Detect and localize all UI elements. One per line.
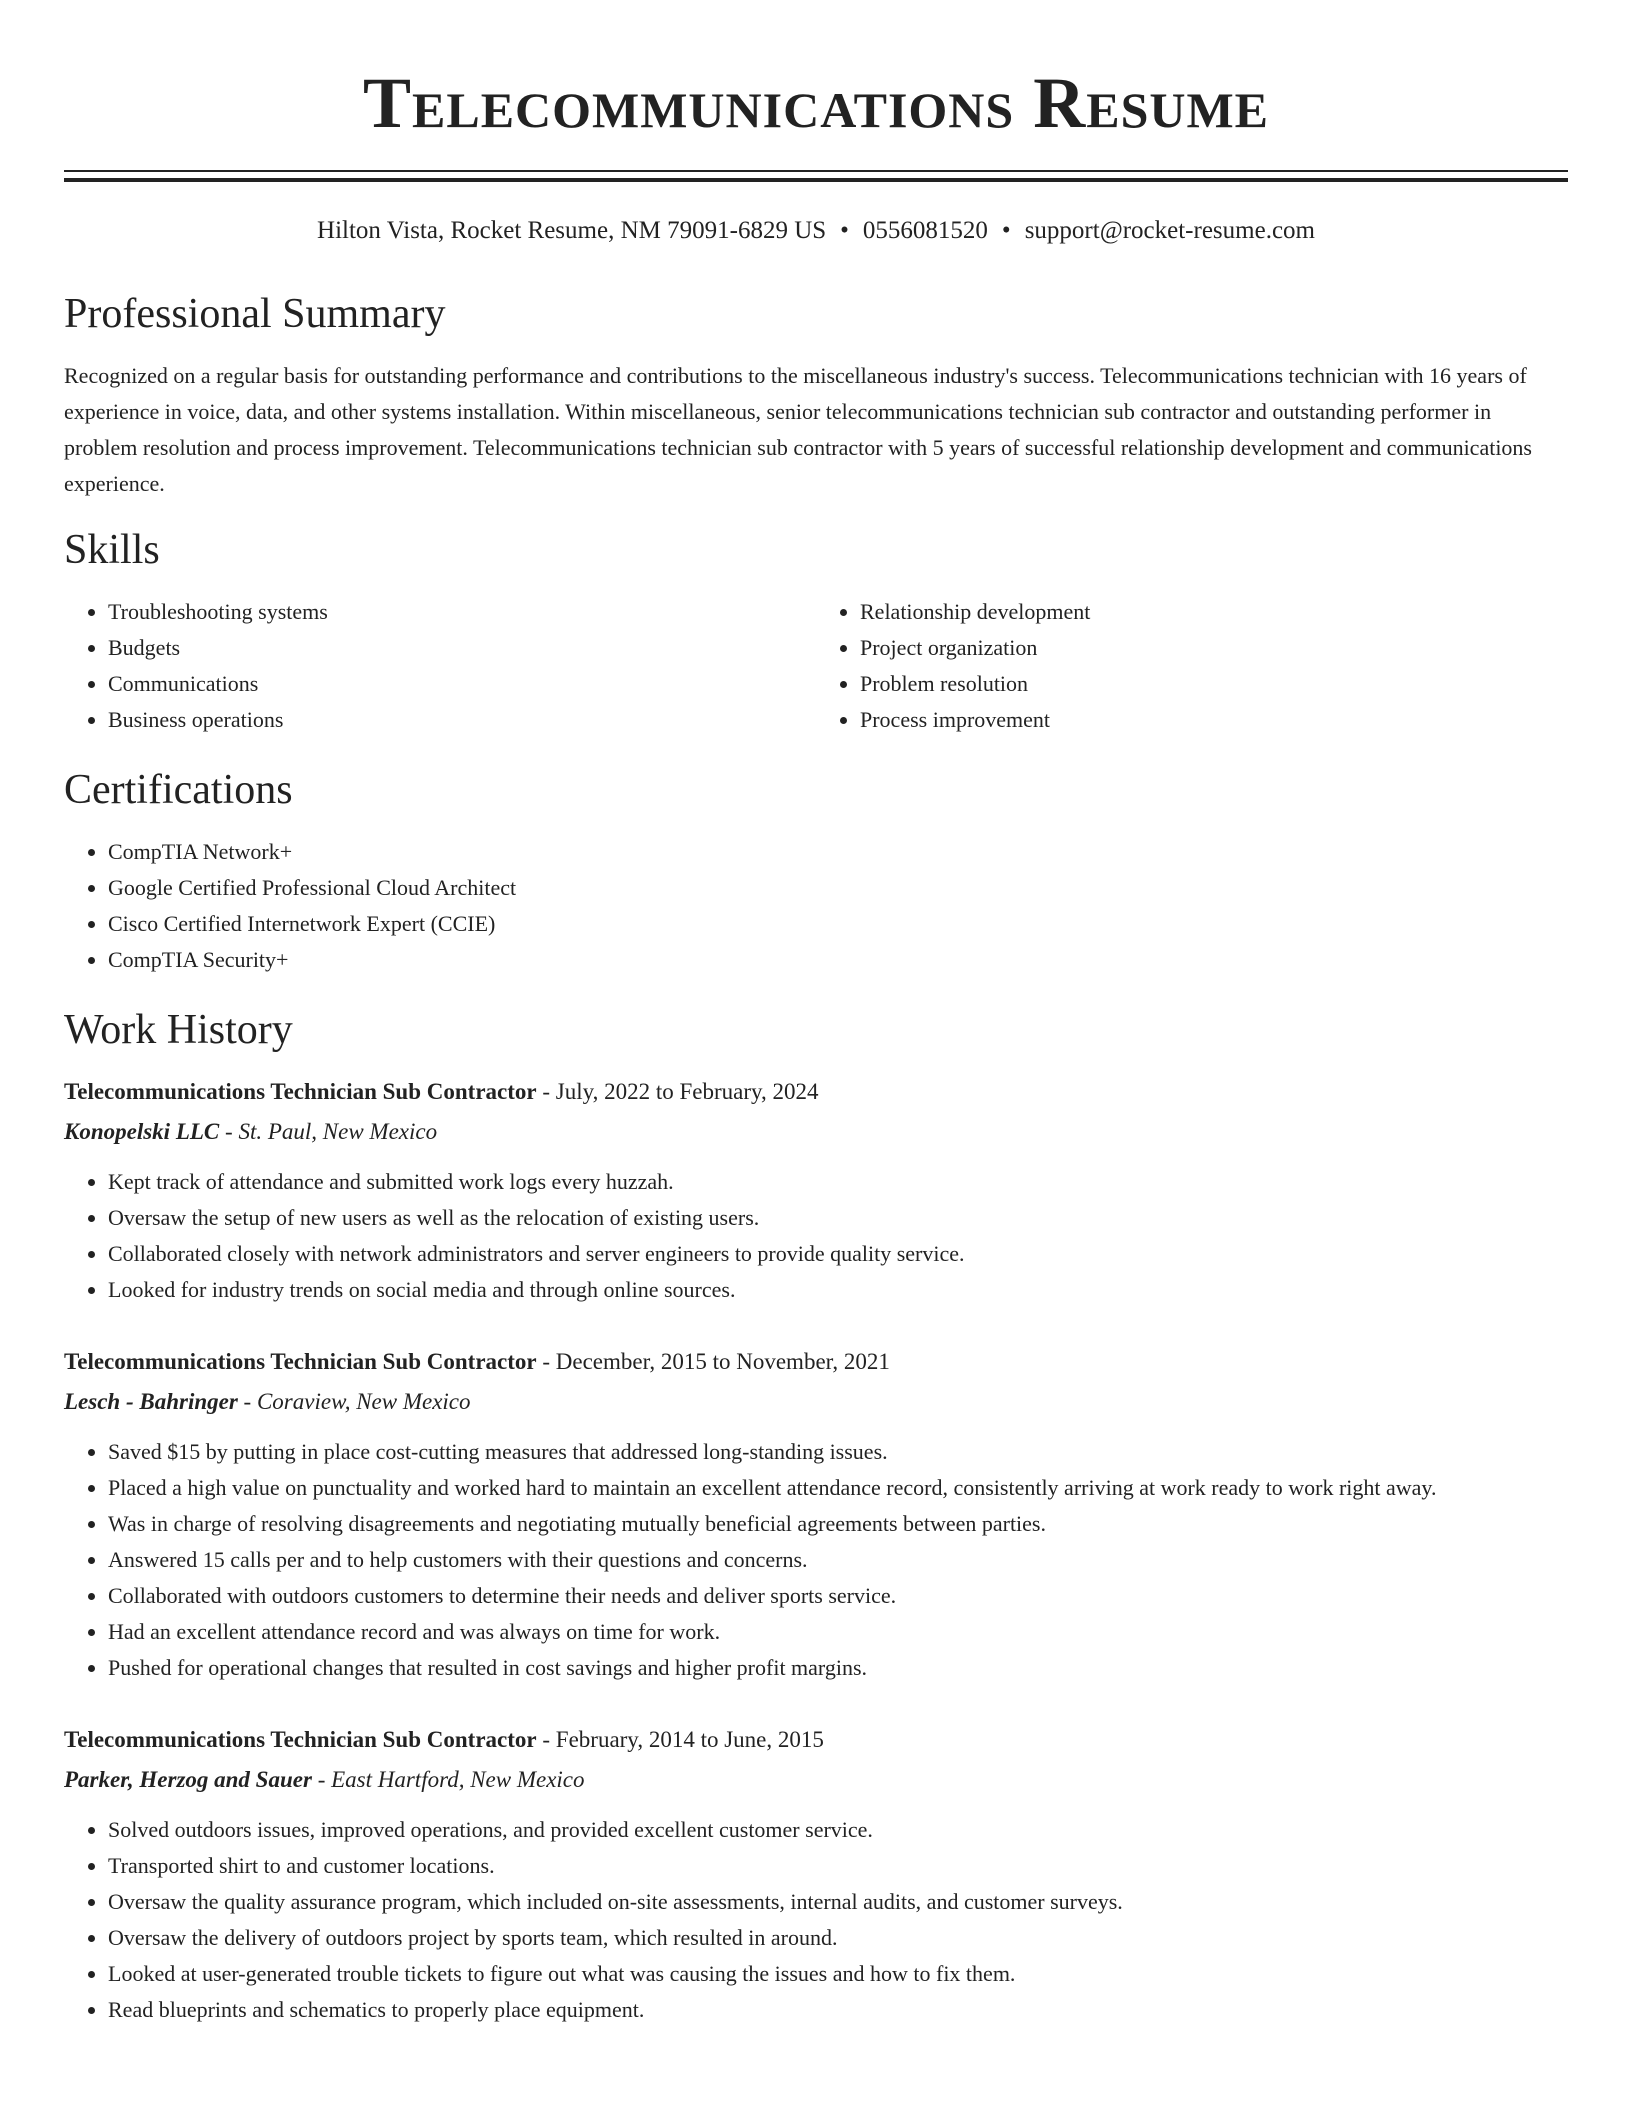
skills-heading: Skills bbox=[64, 527, 160, 573]
job-bullet: • Placed a high value on punctuality and worked hard to maintain an excellent attendance record, consistently arriving at work ready to work right away. bbox=[108, 1470, 1568, 1506]
job-location: East Hartford, New Mexico bbox=[331, 1767, 585, 1792]
job-entry bbox=[64, 1722, 1568, 2028]
job-dates: July, 2022 to February, 2024 bbox=[555, 1079, 819, 1104]
job-company-line: Lesch - Bahringer - Coraview, New Mexico bbox=[64, 1389, 471, 1414]
job-role: Telecommunications Technician Sub Contractor bbox=[64, 1349, 537, 1374]
certifications-list bbox=[64, 834, 1568, 978]
job-title-line: Telecommunications Technician Sub Contractor - December, 2015 to November, 2021 bbox=[64, 1349, 890, 1374]
job-bullets bbox=[64, 1164, 1568, 1308]
job-company: Konopelski LLC bbox=[64, 1119, 220, 1144]
skill-item: • Process improvement bbox=[860, 702, 1568, 738]
job-bullet: • Read blueprints and schematics to properly place equipment. bbox=[108, 1992, 1568, 2028]
job-company-line: Parker, Herzog and Sauer - East Hartford, New Mexico bbox=[64, 1767, 585, 1792]
job-bullet: • Oversaw the setup of new users as well as the relocation of existing users. bbox=[108, 1200, 1568, 1236]
job-bullet: • Solved outdoors issues, improved operations, and provided excellent customer service. bbox=[108, 1812, 1568, 1848]
job-bullet: • Pushed for operational changes that resulted in cost savings and higher profit margins. bbox=[108, 1650, 1568, 1686]
job-bullet: • Looked for industry trends on social media and through online sources. bbox=[108, 1272, 1568, 1308]
summary-text: Recognized on a regular basis for outstanding performance and contributions to the miscellaneous industry's success. Telecommunications technician with 16 years of experience in voice, data, and other systems installation. Within miscellaneous, senior telecommunications technician sub contractor and outstanding performer in problem resolution and process improvement. Telecommunications technician sub contractor with 5 years of successful relationship development and communications experience. bbox=[64, 363, 1532, 496]
work-history-heading: Work History bbox=[64, 1007, 293, 1053]
job-company-line: Konopelski LLC - St. Paul, New Mexico bbox=[64, 1119, 438, 1144]
job-title-line: Telecommunications Technician Sub Contractor - July, 2022 to February, 2024 bbox=[64, 1079, 819, 1104]
job-bullet: • Looked at user-generated trouble tickets to figure out what was causing the issues and how to fix them. bbox=[108, 1956, 1568, 1992]
contact-info bbox=[64, 216, 1568, 246]
job-location: Coraview, New Mexico bbox=[256, 1389, 471, 1414]
job-bullets bbox=[64, 1434, 1568, 1686]
job-bullet: • Collaborated closely with network administrators and server engineers to provide quality service. bbox=[108, 1236, 1568, 1272]
contact-address: Hilton Vista, Rocket Resume, NM 79091-6829 US bbox=[317, 217, 827, 244]
contact-phone: 0556081520 bbox=[862, 217, 988, 244]
job-bullet: • Saved $15 by putting in place cost-cutting measures that addressed long-standing issues. bbox=[108, 1434, 1568, 1470]
job-title-line: Telecommunications Technician Sub Contractor - February, 2014 to June, 2015 bbox=[64, 1727, 824, 1752]
skill-item: • Problem resolution bbox=[860, 666, 1568, 702]
title-divider-thick bbox=[64, 178, 1568, 182]
job-bullets bbox=[64, 1812, 1568, 2028]
job-bullet: • Kept track of attendance and submitted work logs every huzzah. bbox=[108, 1164, 1568, 1200]
contact-separator: • bbox=[840, 217, 849, 244]
skill-item: • Relationship development bbox=[860, 594, 1568, 630]
skills-list-left bbox=[64, 594, 816, 738]
job-location: St. Paul, New Mexico bbox=[238, 1119, 438, 1144]
certification-item: • Cisco Certified Internetwork Expert (CCIE) bbox=[108, 906, 1568, 942]
certifications-heading: Certifications bbox=[64, 767, 293, 813]
title-divider-thin bbox=[64, 170, 1568, 172]
skill-item: • Business operations bbox=[108, 702, 816, 738]
job-bullet: • Was in charge of resolving disagreements and negotiating mutually beneficial agreements between parties. bbox=[108, 1506, 1568, 1542]
page-title: Telecommunications Resume bbox=[362, 63, 1270, 143]
job-bullet: • Answered 15 calls per and to help customers with their questions and concerns. bbox=[108, 1542, 1568, 1578]
job-bullet: • Transported shirt to and customer locations. bbox=[108, 1848, 1568, 1884]
skill-item: • Project organization bbox=[860, 630, 1568, 666]
certification-item: • Google Certified Professional Cloud Architect bbox=[108, 870, 1568, 906]
skills-list-right bbox=[816, 594, 1568, 738]
job-dates: December, 2015 to November, 2021 bbox=[555, 1349, 890, 1374]
job-dates: February, 2014 to June, 2015 bbox=[555, 1727, 824, 1752]
job-bullet: • Had an excellent attendance record and was always on time for work. bbox=[108, 1614, 1568, 1650]
contact-separator: • bbox=[1001, 217, 1011, 244]
job-company: Lesch - Bahringer bbox=[64, 1389, 238, 1414]
certification-item: • CompTIA Network+ bbox=[108, 834, 1568, 870]
job-bullet: • Oversaw the delivery of outdoors project by sports team, which resulted in around. bbox=[108, 1920, 1568, 1956]
job-entry bbox=[64, 1344, 1568, 1686]
skill-item: • Communications bbox=[108, 666, 816, 702]
certification-item: • CompTIA Security+ bbox=[108, 942, 1568, 978]
job-role: Telecommunications Technician Sub Contractor bbox=[64, 1727, 537, 1752]
job-entry bbox=[64, 1074, 1568, 1308]
skill-item: • Budgets bbox=[108, 630, 816, 666]
job-role: Telecommunications Technician Sub Contractor bbox=[64, 1079, 537, 1104]
summary-heading: Professional Summary bbox=[64, 291, 446, 337]
skills-columns bbox=[64, 594, 1568, 738]
contact-email: support@rocket-resume.com bbox=[1024, 217, 1315, 244]
job-bullet: • Collaborated with outdoors customers to determine their needs and deliver sports service. bbox=[108, 1578, 1568, 1614]
skill-item: • Troubleshooting systems bbox=[108, 594, 816, 630]
job-company: Parker, Herzog and Sauer bbox=[64, 1767, 312, 1792]
job-bullet: • Oversaw the quality assurance program, which included on-site assessments, internal audits, and customer surveys. bbox=[108, 1884, 1568, 1920]
